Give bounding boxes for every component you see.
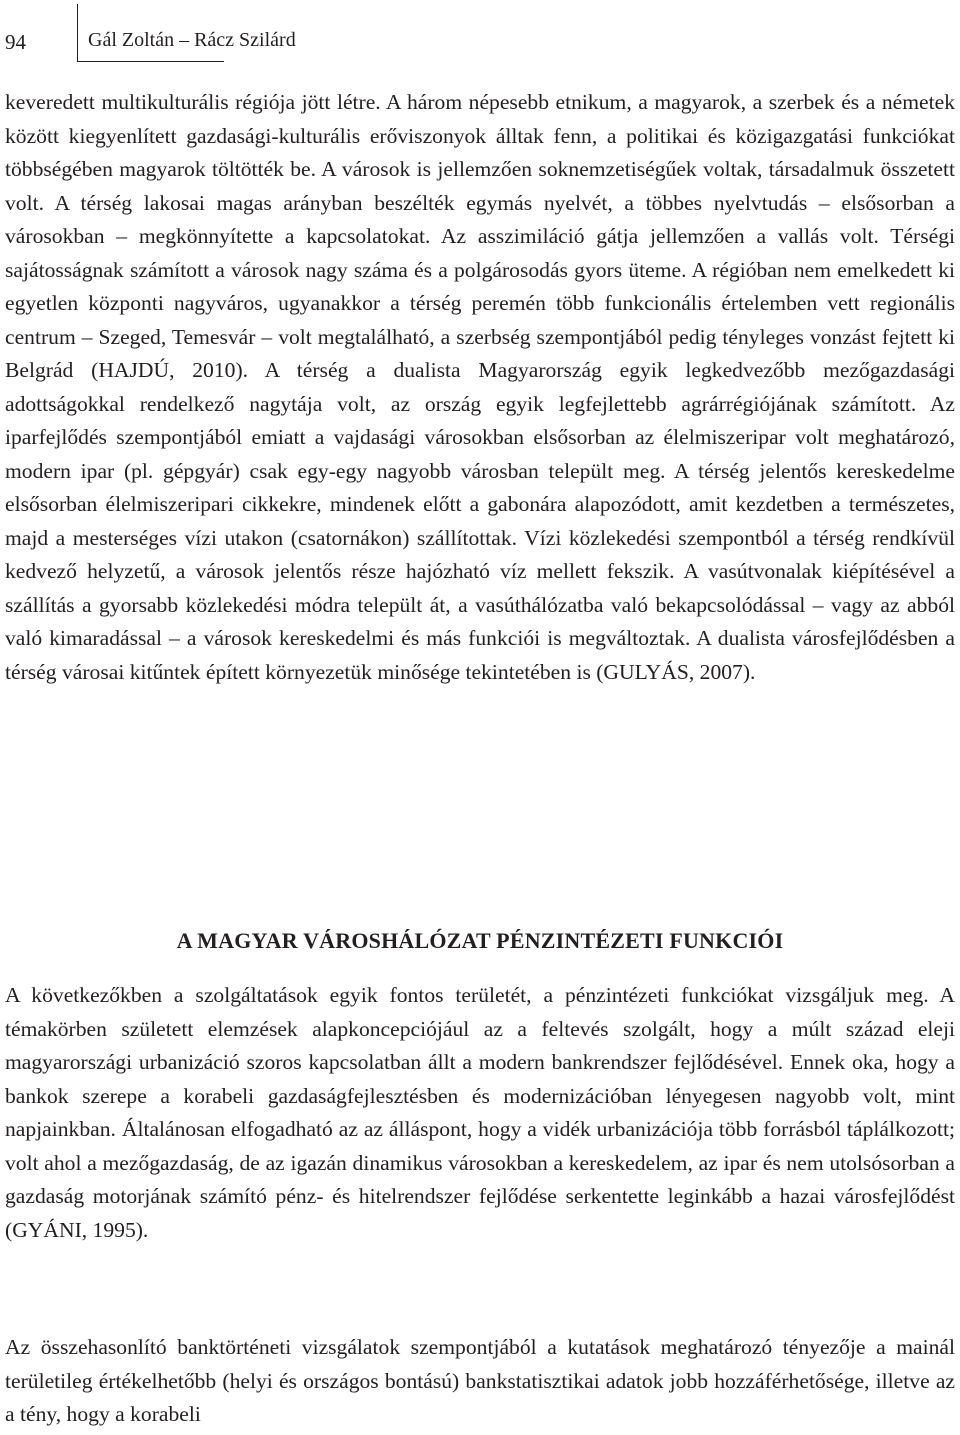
- section-heading: A MAGYAR VÁROSHÁLÓZAT PÉNZINTÉZETI FUNKCIÓI: [176, 928, 784, 953]
- page-header: [0, 0, 960, 62]
- page-number: 94: [5, 30, 26, 54]
- body-paragraph-3: Az összehasonlító banktörténeti vizsgálatok szempontjából a kutatások meghatározó tényezője a mainál területileg értékelhetőbb (helyi és országos bontású) bankstatisztikai adatok jobb hozzáférhetősége, illetve az a tény, hogy a korabeli: [5, 1335, 955, 1426]
- header-vertical-rule: [77, 4, 78, 61]
- header-horizontal-rule: [77, 61, 224, 62]
- body-paragraph-2: A következőkben a szolgáltatások egyik fontos területét, a pénzintézeti funkciókat vizsgáljuk meg. A témakörben született elemzések alapkoncepciójául az a feltevés szolgált, hogy a múlt század eleji magyarországi urbanizáció szoros kapcsolatban állt a modern bankrendszer fejlődésével. Ennek oka, hogy a bankok szerepe a korabeli gazdaságfejlesztésben és modernizációban lényegesen nagyobb volt, mint napjainkban. Általánosan elfogadható az az álláspont, hogy a vidék urbanizációja több forrásból táplálkozott; volt ahol a mezőgazdaság, de az igazán dinamikus városokban a kereskedelem, az ipar és nem utolsósorban a gazdaság motorjának számító pénz- és hitelrendszer fejlődése serkentette leginkább a hazai városfejlődést (GYÁNI, 1995).: [5, 983, 955, 1242]
- body-paragraph-1: keveredett multikulturális régiója jött létre. A három népesebb etnikum, a magyarok, a szerbek és a németek között kiegyenlített gazdasági-kulturális erőviszonyok álltak fenn, a politikai és közigazgatási funkciókat többségében magyarok töltötték be. A városok is jellemzően soknemzetiségűek voltak, társadalmuk összetett volt. A térség lakosai magas arányban beszélték egymás nyelvét, a többes nyelvtudás – elsősorban a városokban – megkönnyítette a kapcsolatokat. Az asszimiláció gátja jellemzően a vallás volt. Térségi sajátosságnak számított a városok nagy száma és a polgárosodás gyors üteme. A régióban nem emelkedett ki egyetlen központi nagyváros, ugyanakkor a térség peremén több funkcionális értelemben vett regionális centrum – Szeged, Temesvár – volt megtalálható, a szerbség szempontjából pedig tényleges vonzást fejtett ki Belgrád (HAJDÚ, 2010). A térség a dualista Magyarország egyik legkedvezőbb mezőgazdasági adottságokkal rendelkező nagytája volt, az ország egyik legfejlettebb agrárrégiójának számított. Az iparfejlődés szempontjából emiatt a vajdasági városokban elsősorban az élelmiszeripar volt meghatározó, modern ipar (pl. gépgyár) csak egy-egy nagyobb városban települt meg. A térség jelentős kereskedelme elsősorban élelmiszeripari cikkekre, mindenek előtt a gabonára alapozódott, amit kezdetben a természetes, majd a mesterséges vízi utakon (csatornákon) szállítottak. Vízi közlekedési szempontból a térség rendkívül kedvező helyzetű, a városok jelentős része hajózható víz mellett fekszik. A vasútvonalak kiépítésével a szállítás a gyorsabb közlekedési módra települt át, a vasúthálózatba való bekapcsolódással – vagy az abból való kimaradással – a városok kereskedelmi és más funkciói is megváltoztak. A dualista városfejlődésben a térség városai kitűntek épített környezetük minősége tekintetében is (GULYÁS, 2007).: [5, 90, 955, 684]
- running-head-authors: Gál Zoltán – Rácz Szilárd: [88, 29, 296, 51]
